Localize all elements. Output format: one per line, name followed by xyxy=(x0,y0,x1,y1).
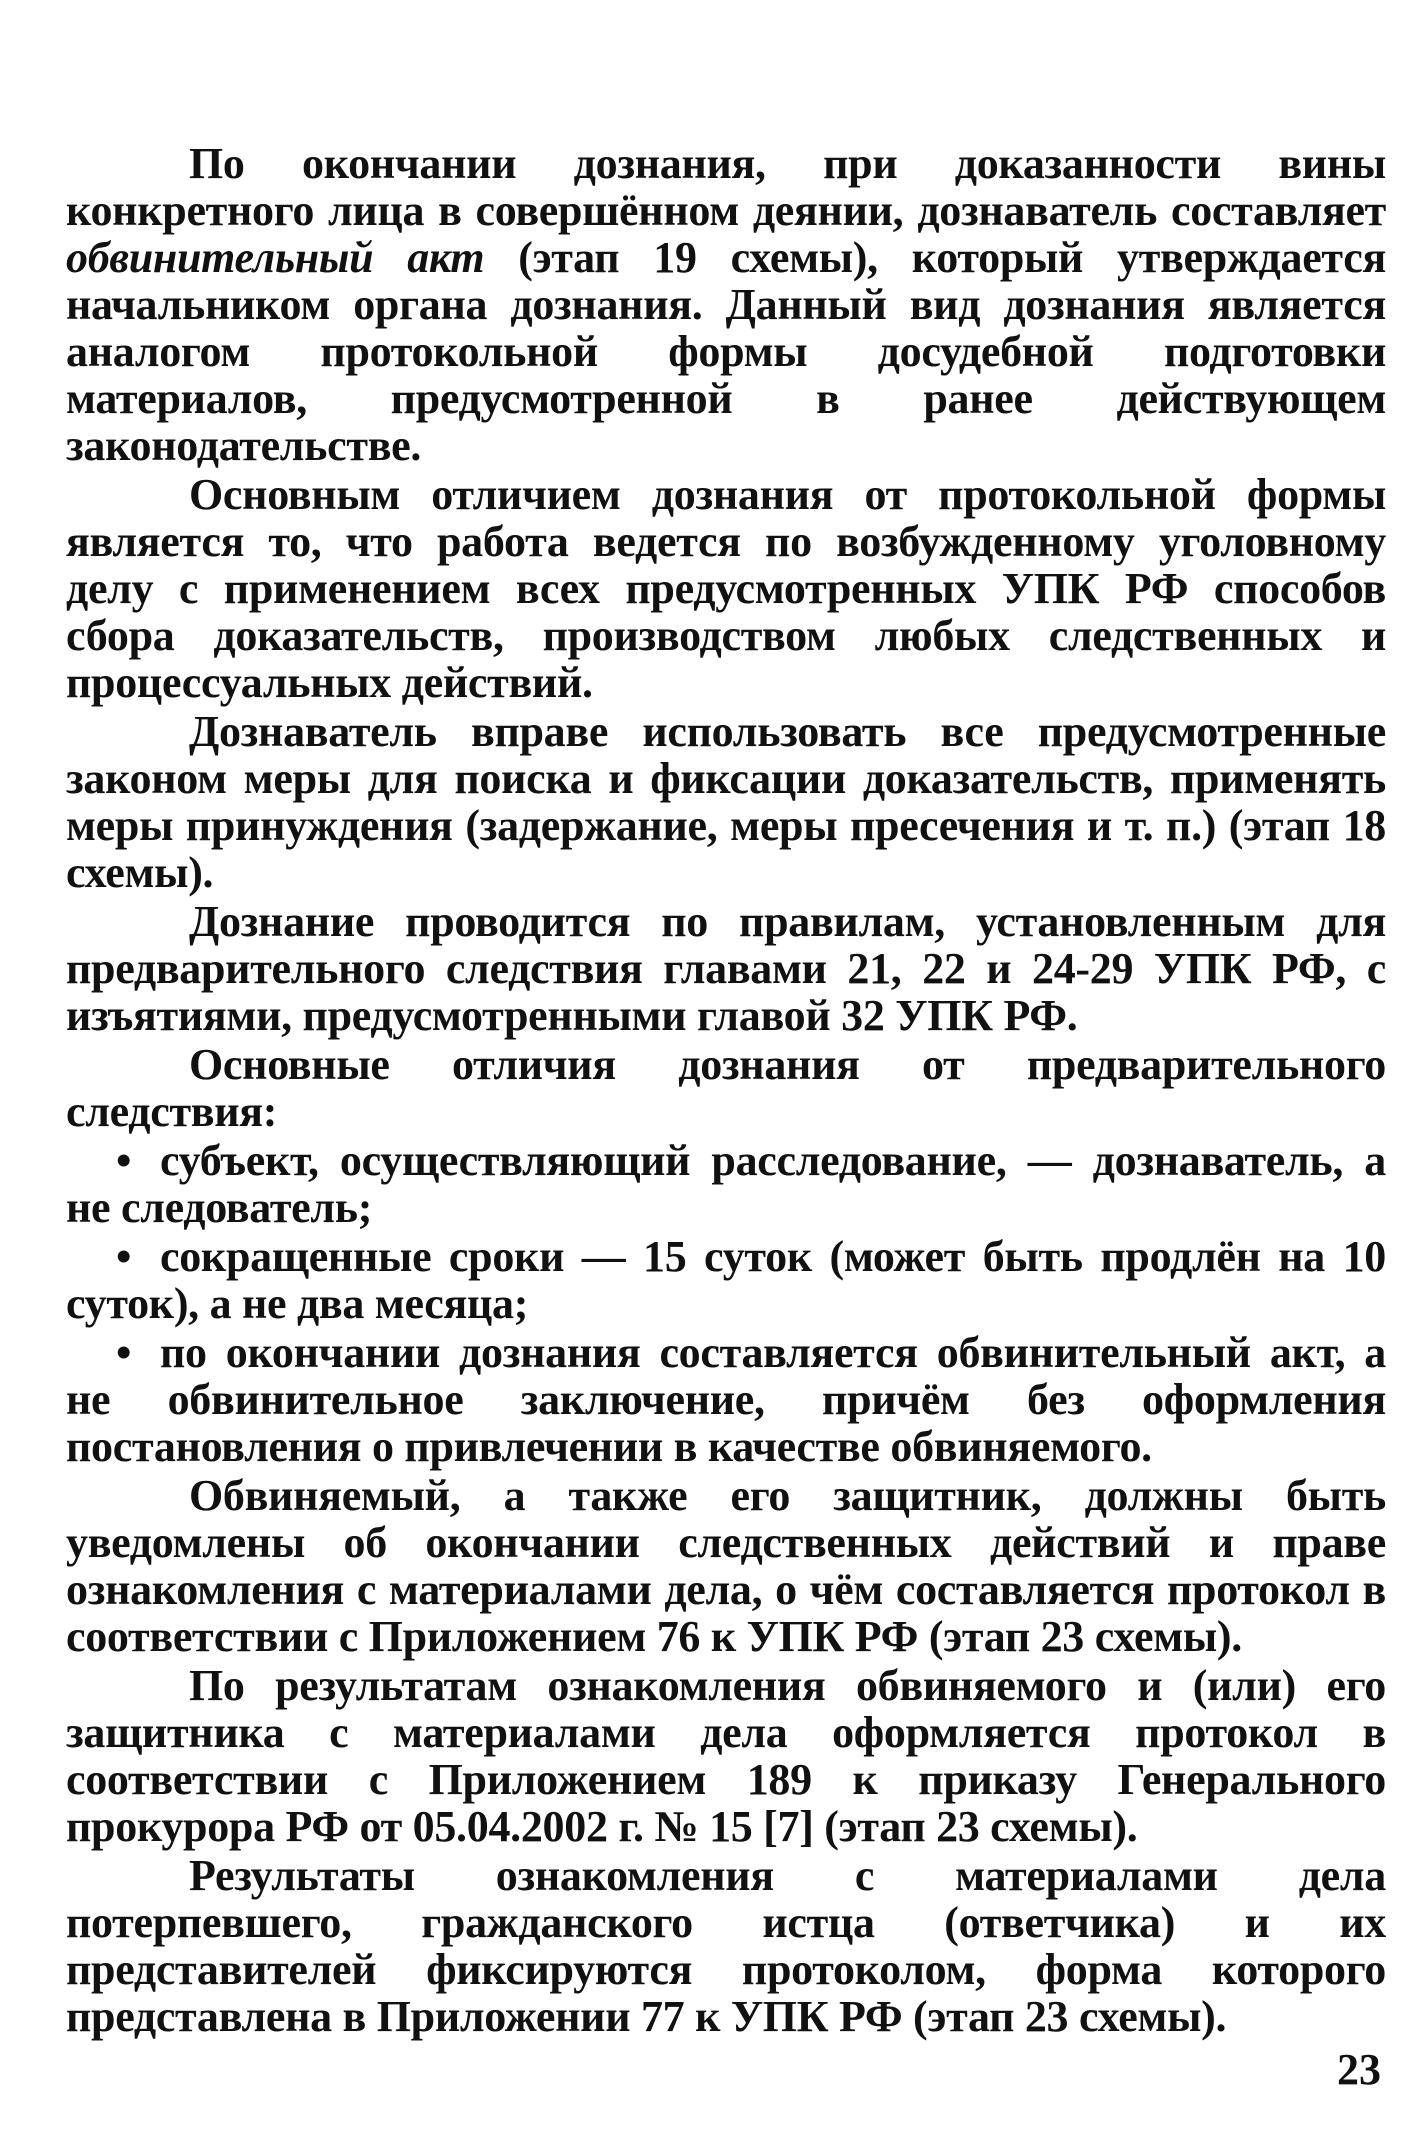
paragraph-indictment xyxy=(66,140,1386,469)
bullet-item xyxy=(66,1233,1386,1327)
bullet-marker: • xyxy=(116,1136,132,1185)
paragraph-review-results: По результатам ознакомления обвиняемого и (или) его защитника с материалами дела оформляется протокол в соответствии с Приложением 189 к приказу Генерального прокурора РФ от 05.04.2002 г. № 15 [7] (этап 23 схемы). xyxy=(66,1661,1386,1851)
paragraph-notification: Обвиняемый, а также его защитник, должны быть уведомлены об окончании следственных действий и праве ознакомления с материалами дела, о чём составляется протокол в соответствии с Приложением 76 к УПК РФ (этап 23 схемы). xyxy=(66,1471,1386,1661)
page-body xyxy=(66,140,1386,2042)
bullet-text: сокращенные сроки — 15 суток (может быть продлён на 10 суток), а не два месяца; xyxy=(66,1232,1386,1328)
paragraph-victim-review: Результаты ознакомления с материалами дела потерпевшего, гражданского истца (ответчика) и их представителей фиксируются протоколом, форма которого представлена в Приложении 77 к УПК РФ (этап 23 схемы). xyxy=(66,1851,1386,2041)
bullet-item xyxy=(66,1137,1386,1231)
bullet-marker: • xyxy=(116,1328,132,1377)
bullet-marker: • xyxy=(116,1232,132,1281)
bullet-text: субъект, осуществляющий расследование, — дознаватель, а не следователь; xyxy=(66,1136,1386,1232)
paragraph-main-difference: Основным отличием дознания от протокольной формы является то, что работа ведется по возбужденному уголовному делу с применением всех предусмотренных УПК РФ способов сбора доказательств, производством любых следственных и процессуальных действий. xyxy=(66,470,1386,707)
emphasized-term: обвинительный акт xyxy=(66,233,485,282)
bullet-item xyxy=(66,1329,1386,1470)
paragraph-rules: Дознание проводится по правилам, установленным для предварительного следствия главами 21, 22 и 24-29 УПК РФ, с изъятиями, предусмотренными главой 32 УПК РФ. xyxy=(66,897,1386,1040)
bullet-text: по окончании дознания составляется обвинительный акт, а не обвинительное заключение, причём без оформления постановления о привлечении в качестве обвиняемого. xyxy=(66,1328,1386,1471)
paragraph-differences-heading: Основные отличия дознания от предварительного следствия: xyxy=(66,1040,1386,1136)
paragraph-1-end: (этап 19 схемы), который утверждается начальником органа дознания. Данный вид дознания является аналогом протокольной формы досудебной подготовки материалов, предусмотренной в ранее действующем законодательстве. xyxy=(66,233,1387,470)
page-number: 23 xyxy=(1337,2045,1381,2094)
paragraph-investigator-rights: Дознаватель вправе использовать все предусмотренные законом меры для поиска и фиксации доказательств, применять меры принуждения (задержание, меры пресечения и т. п.) (этап 18 схемы). xyxy=(66,707,1386,897)
paragraph-1-start: По окончании дознания, при доказанности вины конкретного лица в совершённом деянии, дознаватель составляет xyxy=(66,139,1386,235)
